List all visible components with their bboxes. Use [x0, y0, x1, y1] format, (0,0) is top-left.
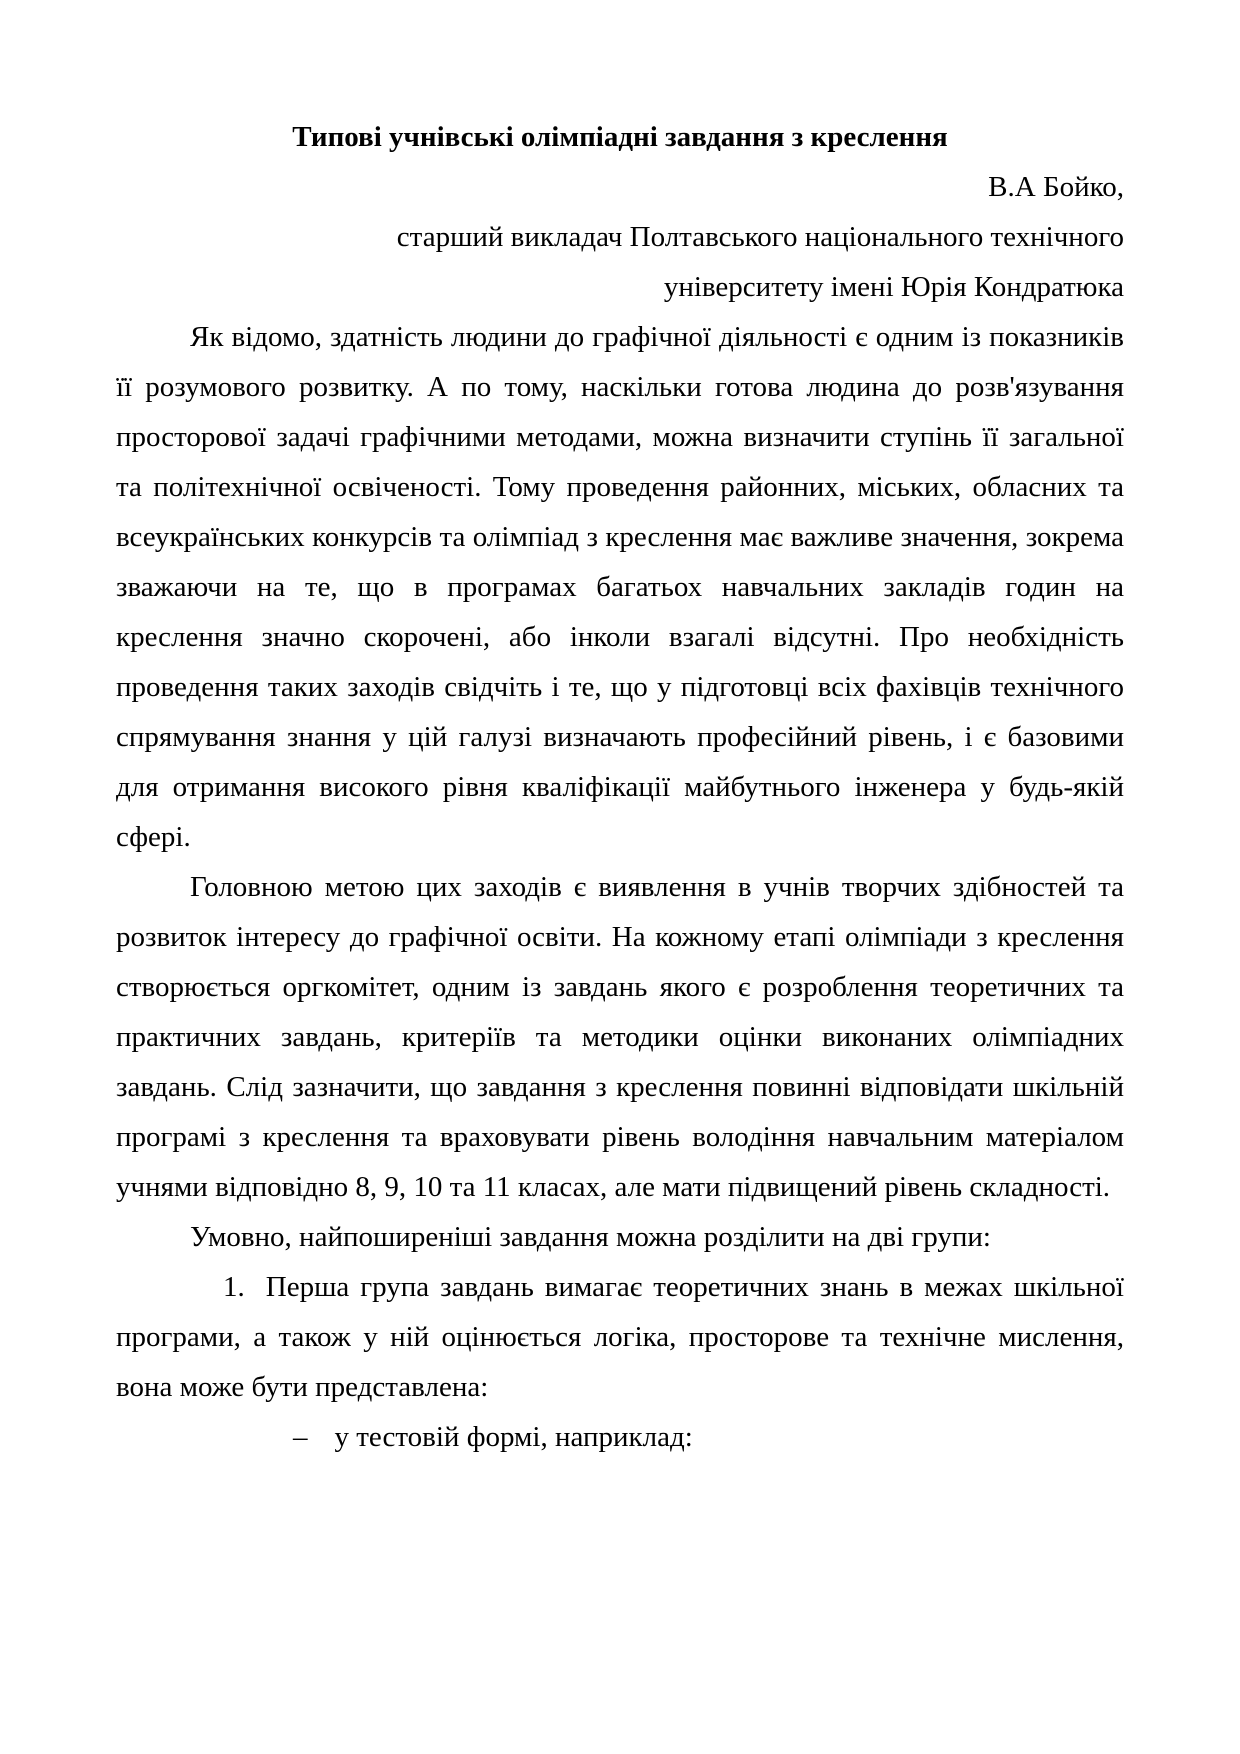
document-content: [116, 112, 1124, 1462]
affiliation-line-1: старший викладач Полтавського національного технічного: [396, 221, 1124, 253]
affiliation-line-2: університету імені Юрія Кондратюка: [663, 271, 1124, 303]
body-paragraph-1: Як відомо, здатність людини до графічної діяльності є одним із показників її розумового розвитку. А по тому, наскільки готова людина до розв'язування просторової задачі графічними методами, можна визначити ступінь її загальної та політехнічної освіченості. Тому проведення районних, міських, обласних та всеукраїнських конкурсів та олімпіад з креслення має важливе значення, зокрема зважаючи на те, що в програмах багатьох навчальних закладів годин на креслення значно скорочені, або інколи взагалі відсутні. Про необхідність проведення таких заходів свідчіть і те, що у підготовці всіх фахівців технічного спрямування знання у цій галузі визначають професійний рівень, і є базовими для отримання високого рівня кваліфікації майбутнього інженера у будь-якій сфері.: [116, 321, 1124, 853]
numbered-list-item-1: [116, 1262, 1124, 1412]
body-paragraph-3: Умовно, найпоширеніші завдання можна розділити на дві групи:: [190, 1221, 991, 1253]
author-line: В.А Бойко,: [988, 171, 1124, 203]
document-title: Типові учнівські олімпіадні завдання з креслення: [292, 121, 948, 153]
bullet-list-item-text: у тестовій формі, наприклад:: [334, 1421, 693, 1453]
dash-bullet: –: [293, 1421, 308, 1453]
list-number: 1.: [223, 1271, 245, 1303]
bullet-list-item-1: [116, 1412, 1124, 1462]
body-paragraph-2: Головною метою цих заходів є виявлення в учнів творчих здібностей та розвиток інтересу до графічної освіти. На кожному етапі олімпіади з креслення створюється оргкомітет, одним із завдань якого є розроблення теоретичних та практичних завдань, критеріїв та методики оцінки виконаних олімпіадних завдань. Слід зазначити, що завдання з креслення повинні відповідати шкільній програмі з креслення та враховувати рівень володіння навчальним матеріалом учнями відповідно 8, 9, 10 та 11 класах, але мати підвищений рівень складності.: [116, 871, 1124, 1203]
numbered-list-item-text: Перша група завдань вимагає теоретичних знань в межах шкільної програми, а також у ній оцінюється логіка, просторове та технічне мислення, вона може бути представлена:: [116, 1271, 1124, 1403]
